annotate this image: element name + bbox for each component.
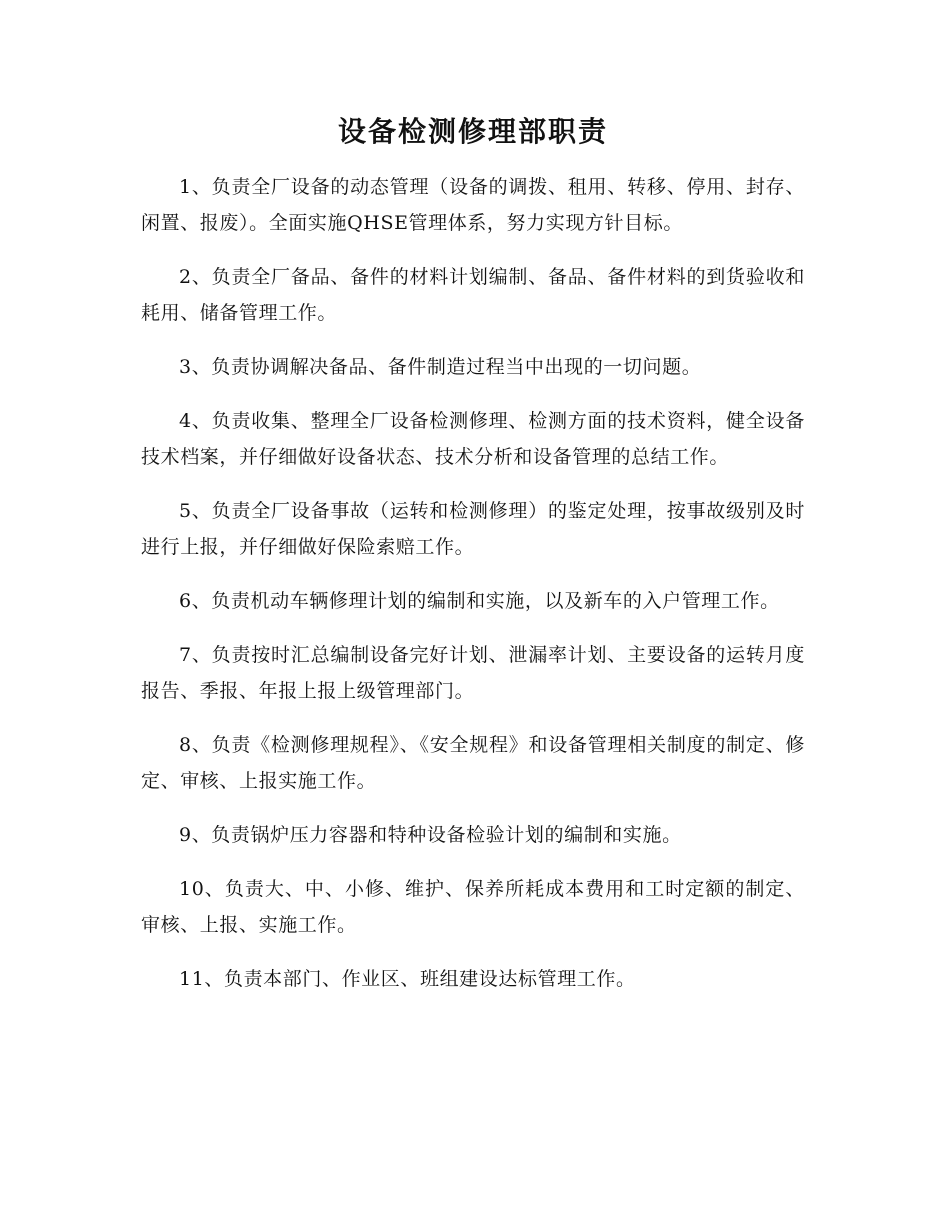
document-page [141, 111, 805, 1015]
document-title: 设备检测修理部职责 [337, 115, 608, 148]
duty-list [141, 169, 805, 997]
duty-item-9: 9、负责锅炉压力容器和特种设备检验计划的编制和实施。 [179, 824, 682, 846]
duty-item-11: 11、负责本部门、作业区、班组建设达标管理工作。 [179, 968, 636, 990]
duty-item-7: 7、负责按时汇总编制设备完好计划、泄漏率计划、主要设备的运转月度报告、季报、年报上报上级管理部门。 [141, 644, 805, 702]
duty-item-10: 10、负责大、中、小修、维护、保养所耗成本费用和工时定额的制定、审核、上报、实施工作。 [141, 878, 805, 936]
duty-item-5: 5、负责全厂设备事故（运转和检测修理）的鉴定处理，按事故级别及时进行上报，并仔细做好保险索赔工作。 [141, 500, 805, 558]
duty-item-6: 6、负责机动车辆修理计划的编制和实施，以及新车的入户管理工作。 [179, 590, 780, 612]
duty-item-3: 3、负责协调解决备品、备件制造过程当中出现的一切问题。 [179, 356, 702, 378]
duty-item-8: 8、负责《检测修理规程》、《安全规程》和设备管理相关制度的制定、修定、审核、上报实施工作。 [141, 734, 805, 792]
duty-item-4: 4、负责收集、整理全厂设备检测修理、检测方面的技术资料，健全设备技术档案，并仔细做好设备状态、技术分析和设备管理的总结工作。 [141, 410, 805, 468]
duty-item-2: 2、负责全厂备品、备件的材料计划编制、备品、备件材料的到货验收和耗用、储备管理工作。 [141, 266, 805, 324]
duty-item-1: 1、负责全厂设备的动态管理（设备的调拨、租用、转移、停用、封存、闲置、报废）。全面实施QHSE管理体系，努力实现方针目标。 [141, 176, 805, 234]
